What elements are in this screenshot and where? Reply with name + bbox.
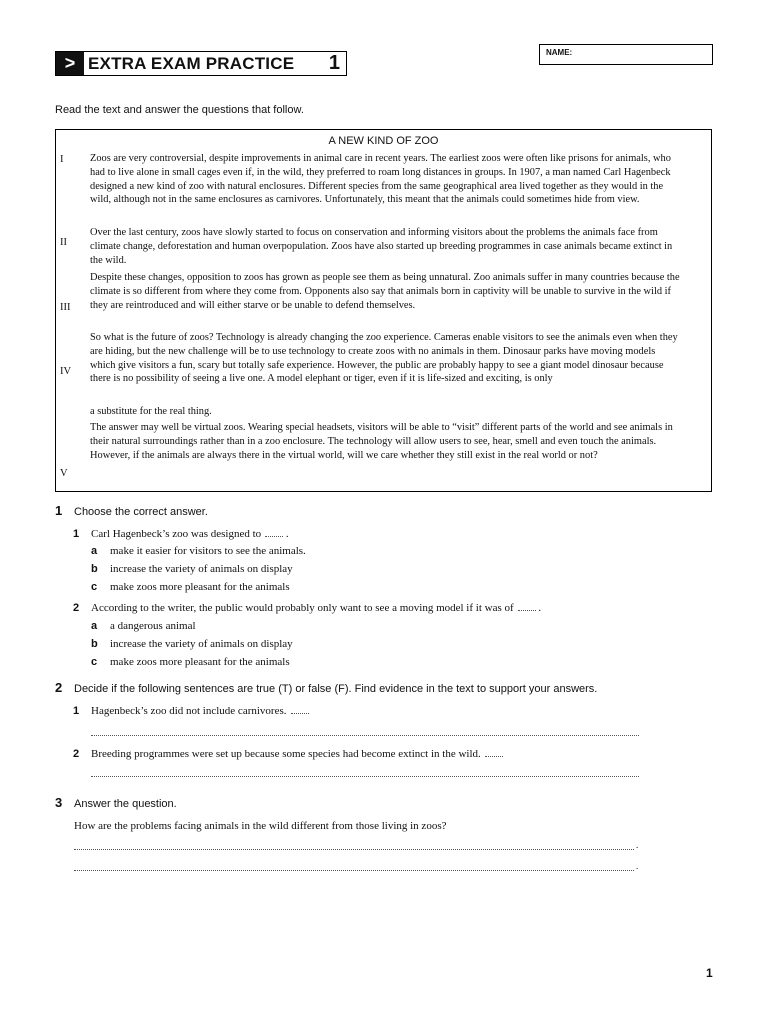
question-stem-end: . [538, 602, 542, 614]
answer-blank[interactable] [291, 705, 309, 714]
open-question: How are the problems facing animals in the wild different from those living in zoos? [74, 820, 447, 832]
question-number: 1 [73, 528, 80, 540]
question-stem [91, 528, 289, 540]
arrow-icon: > [56, 52, 84, 75]
reading-text-box [55, 129, 712, 492]
option-letter[interactable]: c [91, 581, 98, 593]
answer-blank[interactable] [518, 602, 536, 611]
paragraph-numeral: II [60, 237, 67, 248]
question-number: 2 [73, 602, 80, 614]
item-number: 2 [73, 748, 80, 760]
paragraph-numeral: V [60, 468, 68, 479]
option-text[interactable]: a dangerous animal [110, 620, 196, 632]
paragraph-numeral: I [60, 154, 64, 165]
option-text[interactable]: make zoos more pleasant for the animals [110, 656, 290, 668]
option-text[interactable]: increase the variety of animals on display [110, 638, 293, 650]
option-text[interactable]: make zoos more pleasant for the animals [110, 581, 290, 593]
page-title: EXTRA EXAM PRACTICE [88, 53, 295, 73]
option-letter[interactable]: c [91, 656, 98, 668]
option-letter[interactable]: b [91, 638, 98, 650]
line-end: . [636, 840, 639, 850]
answer-line[interactable] [74, 849, 634, 850]
text-title: A NEW KIND OF ZOO [328, 135, 439, 147]
exercise-number: 3 [55, 795, 63, 810]
option-letter[interactable]: b [91, 563, 98, 575]
exercise-number: 2 [55, 680, 63, 695]
question-stem-text: According to the writer, the public would probably only want to see a moving model if it was of [91, 602, 514, 614]
statement-text: Hagenbeck’s zoo did not include carnivores. [91, 705, 287, 717]
true-false-statement [91, 705, 309, 717]
exercise-instruction: Decide if the following sentences are true (T) or false (F). Find evidence in the text to support your answers. [74, 683, 598, 695]
option-letter[interactable]: a [91, 545, 98, 557]
name-label: NAME: [546, 48, 573, 57]
evidence-line[interactable] [91, 776, 639, 777]
page-number: 1 [706, 966, 713, 980]
answer-line[interactable] [74, 870, 634, 871]
question-stem-end: . [285, 528, 289, 540]
unit-number: 1 [328, 52, 340, 74]
statement-text: Breeding programmes were set up because some species had become extinct in the wild. [91, 748, 481, 760]
answer-blank[interactable] [265, 528, 283, 537]
line-end: . [636, 861, 639, 871]
exercise-instruction: Choose the correct answer. [74, 506, 208, 518]
exercise-instruction: Answer the question. [74, 798, 177, 810]
paragraph: The answer may well be virtual zoos. Wearing special headsets, visitors will be able to “visit” different parts of the world and see animals in their natural surroundings rather than in a zoo enclosure. The technology will allow users to see, hear, smell and even touch the animals. However, if the animals are always there in the virtual world, will we care whether they still exist in the real world or not? [90, 422, 673, 461]
paragraph: So what is the future of zoos? Technology is already changing the zoo experience. Cameras enable visitors to see the animals even when they are hiding, but the new challenge will be to use technology to create zoos with no animals in them. Dinosaur parks have moving models which give visitors a fun, scary but totally safe experience. However, the public are probably happy to see a giant model dinosaur because there is no possibility of seeing a live one. A model elephant or tiger, even if it is life-sized and exciting, is only [90, 332, 678, 385]
question-stem [91, 602, 541, 614]
option-text[interactable]: increase the variety of animals on display [110, 563, 293, 575]
option-text[interactable]: make it easier for visitors to see the animals. [110, 545, 306, 557]
question-stem-text: Carl Hagenbeck’s zoo was designed to [91, 528, 262, 540]
paragraph: Despite these changes, opposition to zoos has grown as people see them as being unnatural. Zoo animals suffer in many countries because the climate is so different from where they come from. Opponents also say that animals born in captivity will be unable to survive in the wild if they are reintroduced and will either starve or be unable to defend themselves. [90, 272, 680, 311]
answer-blank[interactable] [485, 748, 503, 757]
paragraph: Zoos are very controversial, despite improvements in animal care in recent years. The earliest zoos were often like prisons for animals, who had to live alone in small cages even if, in the wild, they preferred to roam long distances in groups. In 1907, a man named Carl Hagenbeck designed a new kind of zoo with natural enclosures. Different species from the same geographical area lived together as they would in the wild, although not in the same enclosures as carnivores. Unfortunately, this meant that the animals could sometimes hide from view. [90, 153, 671, 206]
instruction: Read the text and answer the questions that follow. [55, 104, 304, 116]
option-letter[interactable]: a [91, 620, 98, 632]
paragraph: Over the last century, zoos have slowly started to focus on conservation and informing visitors about the problems the animals face from climate change, deforestation and human overpopulation. Zoos have also started up breeding programmes in case animals became extinct in the wild. [90, 227, 673, 266]
exercise-number: 1 [55, 503, 63, 518]
exercise-header [55, 51, 347, 76]
paragraph-continuation: a substitute for the real thing. [90, 406, 212, 417]
true-false-statement [91, 748, 503, 760]
name-field[interactable] [539, 44, 713, 65]
item-number: 1 [73, 705, 80, 717]
paragraph-numeral: III [60, 302, 71, 313]
paragraph-numeral: IV [60, 366, 72, 377]
evidence-line[interactable] [91, 735, 639, 736]
